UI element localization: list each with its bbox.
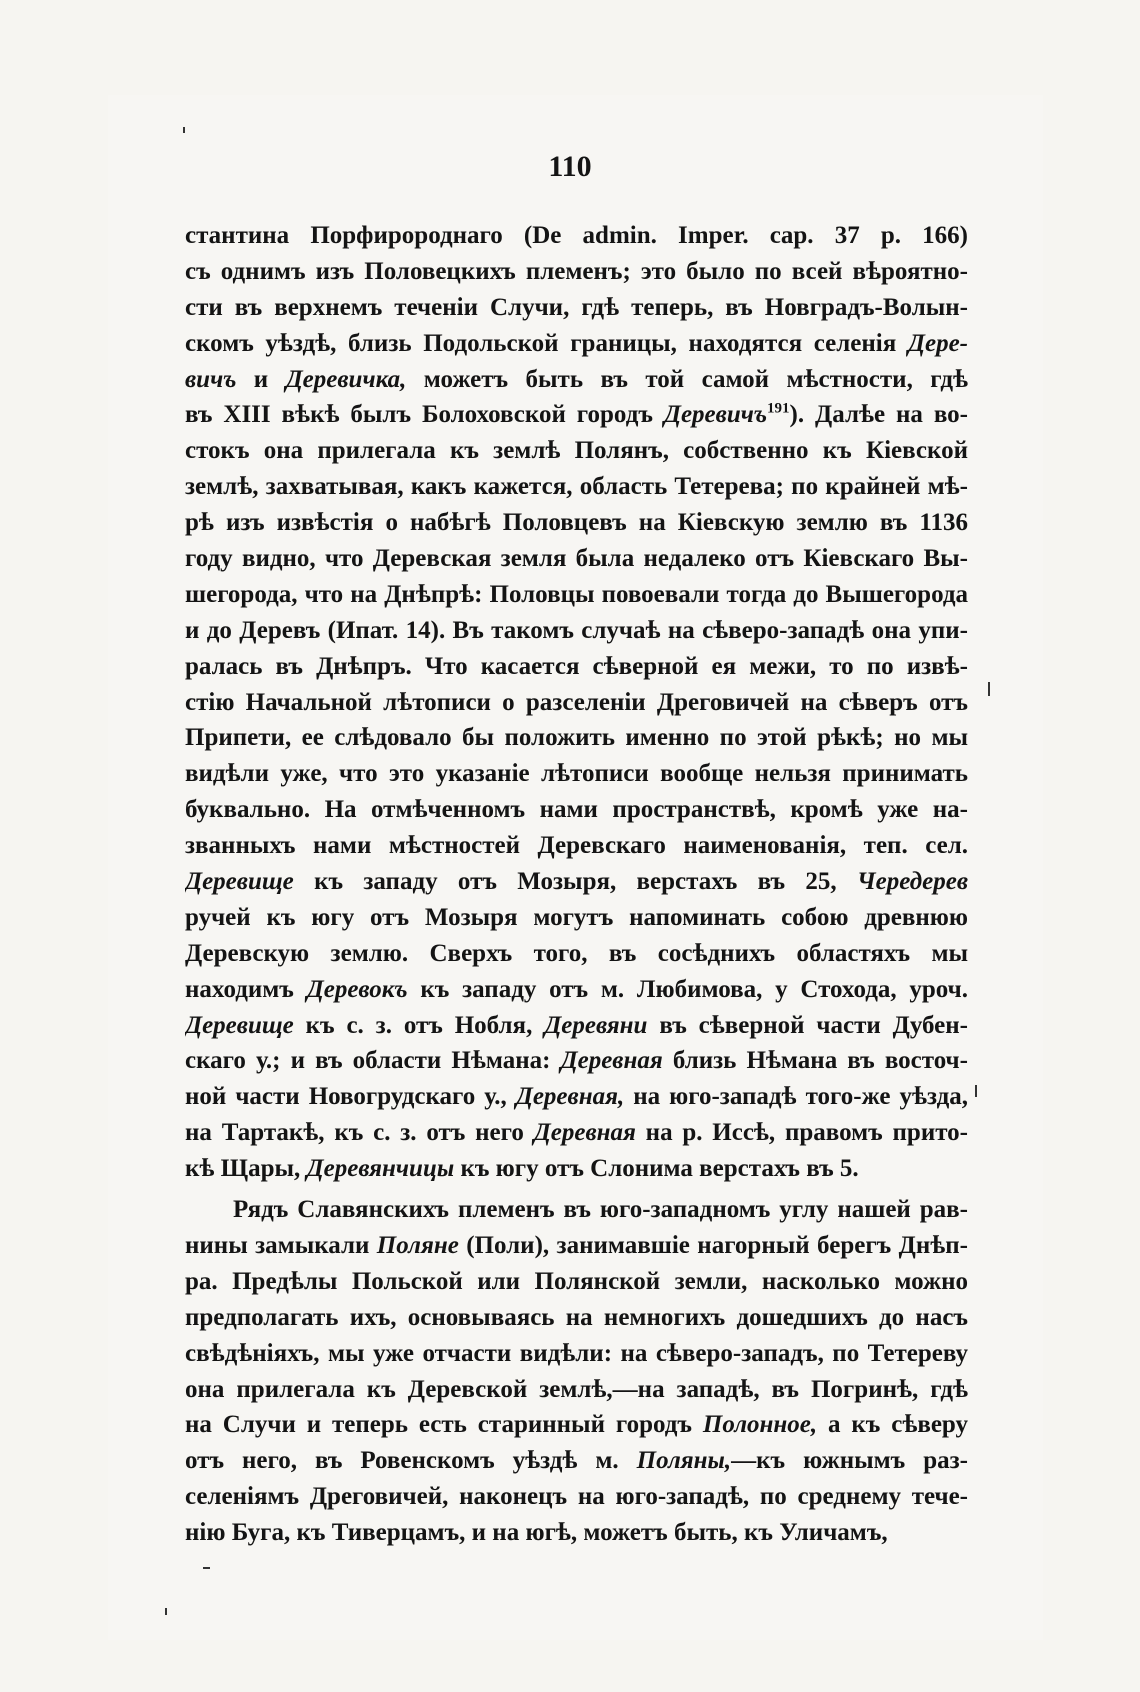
text-line: [185, 254, 968, 290]
text-run: свѣдѣніяхъ, мы уже отчасти видѣли: на сѣверо-западъ, по Тетереву: [185, 1339, 968, 1367]
text-line: [185, 972, 968, 1008]
text-run: и до Деревъ (Ипат. 14). Въ такомъ случаѣ на сѣверо-западѣ она упи-: [185, 616, 968, 644]
text-run: году видно, что Деревская земля была недалеко отъ Кіевскаго Вы-: [185, 545, 968, 573]
text-run: званныхъ нами мѣстностей Деревскаго наименованія, теп. сел.: [185, 832, 968, 860]
italic-place-name: Деревяни: [544, 1011, 648, 1039]
text-run: съ однимъ изъ Половецкихъ племенъ; это было по всей вѣроятно-: [185, 257, 968, 285]
scan-speck: [203, 1567, 210, 1569]
text-line: [185, 290, 968, 326]
text-run: находимъ: [185, 975, 307, 1003]
italic-place-name: Деревище: [185, 1011, 294, 1039]
text-run: предполагать ихъ, основываясь на немногихъ дошедшихъ до насъ: [185, 1303, 968, 1331]
text-line: [185, 1151, 968, 1187]
text-line: [185, 1079, 968, 1115]
text-line: [185, 505, 968, 541]
text-run: ). Далѣе на во-: [789, 401, 968, 429]
text-run: можетъ быть въ той самой мѣстности, гдѣ: [406, 365, 968, 393]
italic-place-name: Деревянчицы: [306, 1155, 455, 1183]
text-run: близь Нѣмана въ восточ-: [662, 1047, 968, 1075]
text-line: [185, 433, 968, 469]
text-run: Деревскую землю. Сверхъ того, въ сосѣднихъ областяхъ мы: [185, 939, 968, 967]
text-line: [185, 362, 968, 398]
text-run: буквально. На отмѣченномъ нами пространствѣ, кромѣ уже на-: [185, 796, 968, 824]
scan-speck: [988, 682, 990, 696]
text-run: ной части Новогрудскаго у.,: [185, 1083, 516, 1111]
italic-place-name: Дере-: [907, 329, 968, 357]
italic-place-name: Деревная: [533, 1119, 636, 1147]
text-line: [185, 577, 968, 613]
text-line: [185, 828, 968, 864]
text-line: [185, 1043, 968, 1079]
text-line: [185, 1479, 968, 1515]
text-line: [185, 1407, 968, 1443]
text-run: скомъ уѣздѣ, близь Подольской границы, находятся селенія: [185, 329, 908, 357]
text-run: стантина Порфиророднаго (De admin. Imper. cap. 37 p. 166): [185, 222, 968, 249]
page-number: 110: [548, 150, 592, 183]
text-run: ралась въ Днѣпръ. Что касается сѣверной ея межи, то по извѣ-: [185, 652, 968, 680]
text-run: шегорода, что на Днѣпрѣ: Половцы повоевали тогда до Вышегорода: [185, 580, 968, 608]
text-run: Припети, ее слѣдовало бы положить именно по этой рѣкѣ; но мы: [185, 724, 968, 752]
text-run: кѣ Щары,: [185, 1155, 307, 1183]
text-line: [185, 720, 968, 756]
text-line: [185, 1336, 968, 1372]
text-run: къ западу отъ м. Любимова, у Стохода, уроч.: [407, 975, 968, 1003]
text-run: селеніямъ Дреговичей, наконецъ на юго-западѣ, по среднему тече-: [185, 1483, 968, 1511]
text-line: [185, 469, 968, 505]
text-line: [185, 1264, 968, 1300]
text-run: на Случи и теперь есть старинный городъ: [185, 1411, 703, 1439]
text-line: [185, 756, 968, 792]
text-run: скаго у.; и въ области Нѣмана:: [185, 1047, 561, 1075]
text-run: стокъ она прилегала къ землѣ Полянъ, собственно къ Кіевской: [185, 437, 968, 465]
italic-place-name: Деревная: [560, 1047, 663, 1075]
text-line: [185, 1115, 968, 1151]
scan-speck: [165, 1608, 167, 1615]
text-line: [185, 649, 968, 685]
text-line: [185, 397, 968, 433]
text-run: на р. Иссѣ, правомъ прито-: [635, 1119, 968, 1147]
text-run: къ западу отъ Мозыря, верстахъ въ 25,: [293, 868, 857, 896]
scan-speck: [183, 127, 185, 133]
text-line: [185, 1515, 968, 1551]
text-line: [185, 1372, 968, 1408]
italic-place-name: Деревичка,: [285, 365, 407, 393]
text-run: Рядъ Славянскихъ племенъ въ юго-западномъ углу нашей рав-: [233, 1196, 968, 1224]
text-run: (Поли), занимавшіе нагорный берегъ Днѣп-: [458, 1231, 968, 1259]
text-line: [185, 1228, 968, 1264]
italic-place-name: Поляне: [376, 1231, 459, 1259]
text-run: въ сѣверной части Дубен-: [647, 1011, 968, 1039]
text-run: къ с. з. отъ Нобля,: [293, 1011, 545, 1039]
text-run: и: [236, 365, 286, 393]
italic-place-name: вичъ: [185, 365, 237, 393]
text-line: [185, 326, 968, 362]
text-run: —къ южнымъ раз-: [731, 1447, 968, 1475]
text-run: стію Начальной лѣтописи о разселеніи Дреговичей на сѣверъ отъ: [185, 688, 968, 716]
text-run: нію Буга, къ Тиверцамъ, и на югѣ, можетъ быть, къ Уличамъ,: [185, 1519, 888, 1547]
text-run: а къ сѣверу: [817, 1411, 968, 1439]
text-run: на юго-западѣ того-же уѣзда,: [624, 1083, 968, 1111]
text-run: ручей къ югу отъ Мозыря могутъ напоминать собою древнюю: [185, 903, 968, 931]
text-run: она прилегала къ Деревской землѣ,—на западѣ, въ Погринѣ, гдѣ: [185, 1375, 968, 1403]
italic-place-name: Деревокъ: [306, 975, 408, 1003]
text-run: на Тартакѣ, къ с. з. отъ него: [185, 1119, 534, 1147]
text-run: ра. Предѣлы Польской или Полянской земли, насколько можно: [185, 1267, 968, 1295]
text-run: къ югу отъ Слонима верстахъ въ 5.: [454, 1155, 859, 1183]
italic-place-name: Деревная,: [515, 1083, 625, 1111]
text-line: [185, 792, 968, 828]
text-line: [185, 864, 968, 900]
text-line: [185, 541, 968, 577]
scan-speck: [975, 1085, 977, 1097]
text-line: [185, 1300, 968, 1336]
italic-place-name: Полонное,: [702, 1411, 818, 1439]
text-line: [185, 900, 968, 936]
text-run: нины замыкали: [185, 1231, 377, 1259]
text-line: [185, 936, 968, 972]
text-line: [185, 1008, 968, 1044]
text-run: въ XIII вѣкѣ былъ Болоховской городъ: [185, 401, 664, 429]
text-run: отъ него, въ Ровенскомъ уѣздѣ м.: [185, 1447, 637, 1475]
text-run: сти въ верхнемъ теченіи Случи, гдѣ теперь, въ Новградъ-Волын-: [185, 293, 968, 321]
paragraph-1: [185, 218, 968, 1187]
text-line: [185, 218, 968, 254]
footnote-ref: 191: [767, 401, 790, 418]
italic-place-name: Деревище: [185, 868, 294, 896]
text-line: [185, 1443, 968, 1479]
italic-place-name: Чередерев: [856, 868, 968, 896]
italic-place-name: Поляны,: [636, 1447, 732, 1475]
text-line: [185, 613, 968, 649]
text-line: [185, 685, 968, 721]
body-text: [185, 218, 968, 1551]
italic-place-name: Деревичъ: [663, 401, 768, 429]
text-line: [185, 1192, 968, 1228]
text-run: рѣ изъ извѣстія о набѣгѣ Половцевъ на Кіевскую землю въ 1136: [185, 509, 968, 537]
text-run: землѣ, захватывая, какъ кажется, область Тетерева; по крайней мѣ-: [185, 473, 968, 501]
text-run: видѣли уже, что это указаніе лѣтописи вообще нельзя принимать: [185, 760, 968, 788]
paragraph-2: [185, 1192, 968, 1551]
